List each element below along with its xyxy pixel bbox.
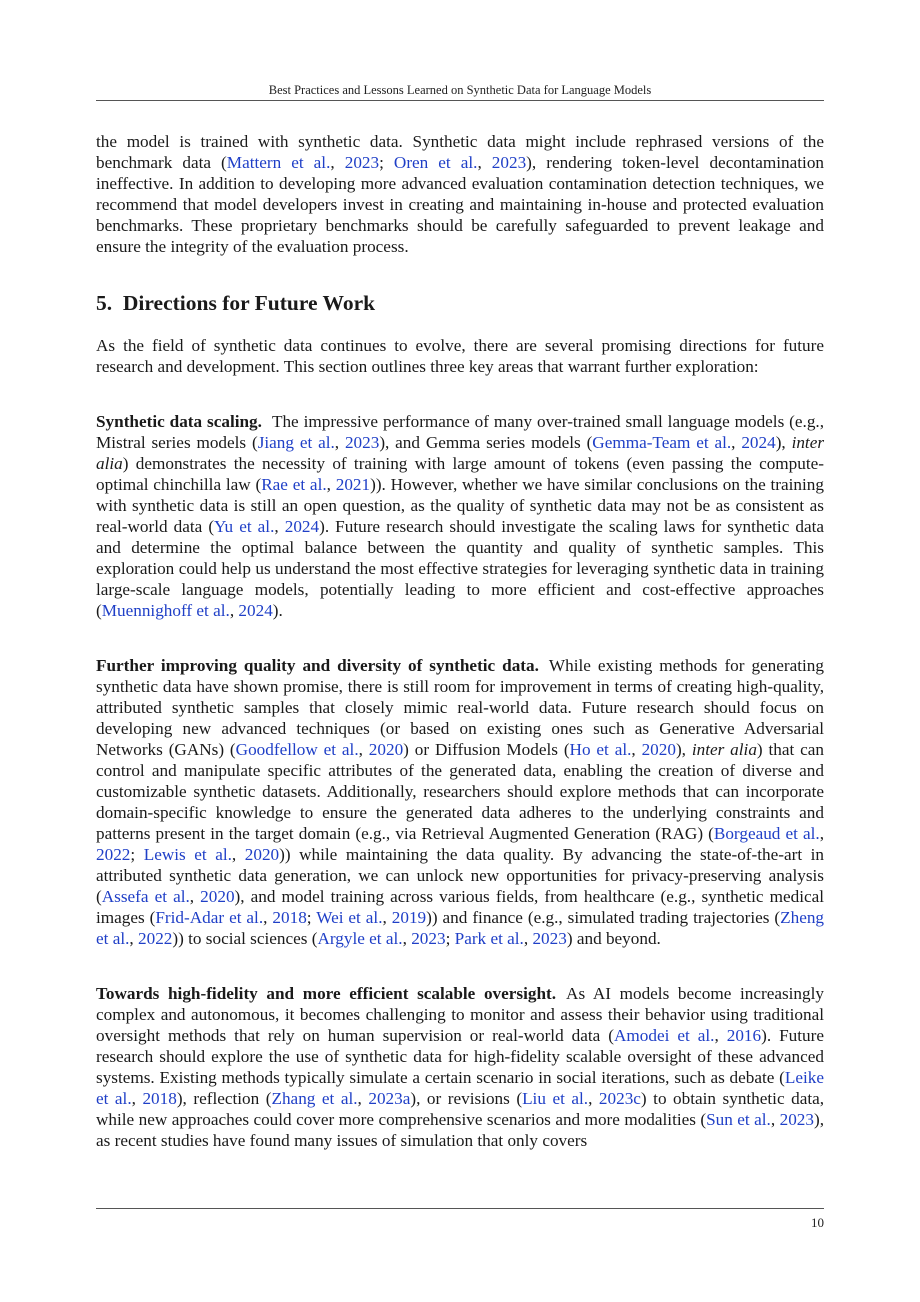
citation-link[interactable]: 2016 xyxy=(726,1026,762,1045)
citation-link[interactable]: Leike et al. xyxy=(96,1068,824,1108)
citation-link[interactable]: 2023 xyxy=(344,153,380,172)
page-body xyxy=(96,131,824,1151)
italic-text: inter alia xyxy=(691,740,757,759)
section-number: 5. xyxy=(96,291,113,315)
citation-link[interactable]: Sun et al. xyxy=(706,1110,771,1129)
citation-link[interactable]: Borgeaud et al. xyxy=(713,824,820,843)
paragraph-scalable-oversight xyxy=(96,983,824,1151)
paragraph-oversight-body: As AI models become increasingly complex and autonomous, it becomes challenging to monitor and assess their behavior using traditional oversight methods that rely on human supervision or real-world data (Amodei et al., 2016). Future research should explore the use of synthetic data for high-fidelity scalable oversight of these advanced systems. Existing methods typically simulate a certain scenario in social iterations, such as debate (Leike et al., 2018), reflection (Zhang et al., 2023a), or revisions (Liu et al., 2023c) to obtain synthetic data, while new approaches could cover more comprehensive scenarios and more modalities (Sun et al., 2023), as recent studies have found many issues of simulation that only covers xyxy=(96,984,825,1150)
header-rule xyxy=(96,100,824,101)
citation-link[interactable]: 2023 xyxy=(532,929,567,948)
citation-link[interactable]: 2022 xyxy=(138,929,173,948)
paragraph-scaling-body: The impressive performance of many over-trained small language models (e.g., Mistral series models (Jiang et al., 2023), and Gemma series models (Gemma-Team et al., 2024), inter alia) demonstrates the necessity of training with large amount of tokens (even passing the compute-optimal chinchilla law (Rae et al., 2021)). However, whether we have similar conclusions on the training with synthetic data is still an open question, as the quality of synthetic data may not be as consistent as real-world data (Yu et al., 2024). Future research should investigate the scaling laws for synthetic data and determine the optimal balance between the quantity and quality of synthetic samples. This exploration could help us understand the most effective strategies for leveraging synthetic data in training large-scale language models, potentially leading to more efficient and cost-effective approaches (Muennighoff et al., 2024). xyxy=(96,412,825,620)
citation-link[interactable]: Zhang et al. xyxy=(271,1089,358,1108)
paragraph-quality-diversity xyxy=(96,655,824,949)
paragraph-quality-body: While existing methods for generating synthetic data have shown promise, there is still room for improvement in terms of creating high-quality, attributed synthetic samples that closely mimic real-world data. Future research should focus on developing new advanced techniques (or based on existing ones such as Generative Adversarial Networks (GANs) (Goodfellow et al., 2020) or Diffusion Models (Ho et al., 2020), inter alia) that can control and manipulate specific attributes of the generated data, enabling the creation of diverse and customizable synthetic datasets. Additionally, researchers should explore methods that can incorporate domain-specific knowledge to ensure the generated data adheres to the underlying constraints and patterns present in the target domain (e.g., via Retrieval Augmented Generation (RAG) (Borgeaud et al., 2022; Lewis et al., 2020)) while maintaining the data quality. By advancing the state-of-the-art in attributed synthetic data generation, we can unlock new opportunities for privacy-preserving analysis (Assefa et al., 2020), and model training across various fields, from healthcare (e.g., synthetic medical images (Frid-Adar et al., 2018; Wei et al., 2019)) and finance (e.g., simulated trading trajectories (Zheng et al., 2022)) to social sciences (Argyle et al., 2023; Park et al., 2023) and beyond. xyxy=(96,656,825,948)
footer-rule xyxy=(96,1208,824,1209)
paragraph-synthetic-data-scaling xyxy=(96,411,824,621)
citation-link[interactable]: Gemma-Team et al. xyxy=(592,433,732,452)
citation-link[interactable]: 2023 xyxy=(779,1110,814,1129)
citation-link[interactable]: 2021 xyxy=(335,475,371,494)
citation-link[interactable]: 2020 xyxy=(244,845,280,864)
citation-link[interactable]: 2024 xyxy=(284,517,320,536)
running-header: Best Practices and Lessons Learned on Synthetic Data for Language Models xyxy=(268,83,652,97)
citation-link[interactable]: 2018 xyxy=(272,908,307,927)
citation-link[interactable]: Liu et al. xyxy=(522,1089,589,1108)
citation-link[interactable]: Assefa et al. xyxy=(101,887,190,906)
citation-link[interactable]: Argyle et al. xyxy=(317,929,403,948)
citation-link[interactable]: Frid-Adar et al. xyxy=(155,908,264,927)
citation-link[interactable]: 2023 xyxy=(491,153,527,172)
citation-link[interactable]: Rae et al. xyxy=(261,475,327,494)
italic-text: inter alia xyxy=(96,433,825,473)
page-number: 10 xyxy=(811,1215,824,1230)
citation-link[interactable]: 2023c xyxy=(598,1089,641,1108)
citation-link[interactable]: Lewis et al. xyxy=(143,845,232,864)
citation-link[interactable]: Mattern et al. xyxy=(226,153,331,172)
citation-link[interactable]: Wei et al. xyxy=(316,908,383,927)
citation-link[interactable]: 2022 xyxy=(96,845,131,864)
citation-link[interactable]: 2020 xyxy=(200,887,235,906)
runin-heading-quality: Further improving quality and diversity of synthetic data. xyxy=(96,656,539,675)
runin-heading-scaling: Synthetic data scaling. xyxy=(96,412,262,431)
citation-link[interactable]: 2020 xyxy=(641,740,676,759)
section-title: Directions for Future Work xyxy=(122,291,376,315)
citation-link[interactable]: Goodfellow et al. xyxy=(235,740,359,759)
citation-link[interactable]: 2024 xyxy=(741,433,776,452)
paragraph-contamination-continued: the model is trained with synthetic data. Synthetic data might include rephrased versions of the benchmark data (Mattern et al., 2023; Oren et al., 2023), rendering token-level decontamination ineffective. In addition to developing more advanced evaluation contamination detection techniques, we recommend that model developers invest in creating and maintaining in-house and protected evaluation benchmarks. These proprietary benchmarks should be carefully safeguarded to prevent leakage and ensure the integrity of the evaluation process. xyxy=(96,132,825,256)
citation-link[interactable]: 2024 xyxy=(238,601,273,620)
citation-link[interactable]: 2019 xyxy=(391,908,427,927)
citation-link[interactable]: Amodei et al. xyxy=(614,1026,715,1045)
citation-link[interactable]: 2020 xyxy=(368,740,404,759)
citation-link[interactable]: Jiang et al. xyxy=(257,433,335,452)
citation-link[interactable]: 2023 xyxy=(344,433,380,452)
citation-link[interactable]: 2023a xyxy=(368,1089,411,1108)
citation-link[interactable]: Oren et al. xyxy=(393,153,478,172)
runin-heading-oversight: Towards high-fidelity and more efficient scalable oversight. xyxy=(96,984,557,1003)
citation-link[interactable]: 2018 xyxy=(142,1089,177,1108)
section-heading xyxy=(96,290,824,316)
citation-link[interactable]: Muennighoff et al. xyxy=(101,601,230,620)
citation-link[interactable]: Ho et al. xyxy=(569,740,632,759)
paragraph-section-intro: As the field of synthetic data continues to evolve, there are several promising directions for future research and development. This section outlines three key areas that warrant further exploration: xyxy=(96,336,824,376)
citation-link[interactable]: Park et al. xyxy=(454,929,524,948)
citation-link[interactable]: Yu et al. xyxy=(214,517,275,536)
citation-link[interactable]: Zheng et al. xyxy=(96,908,825,948)
citation-link[interactable]: 2023 xyxy=(411,929,446,948)
